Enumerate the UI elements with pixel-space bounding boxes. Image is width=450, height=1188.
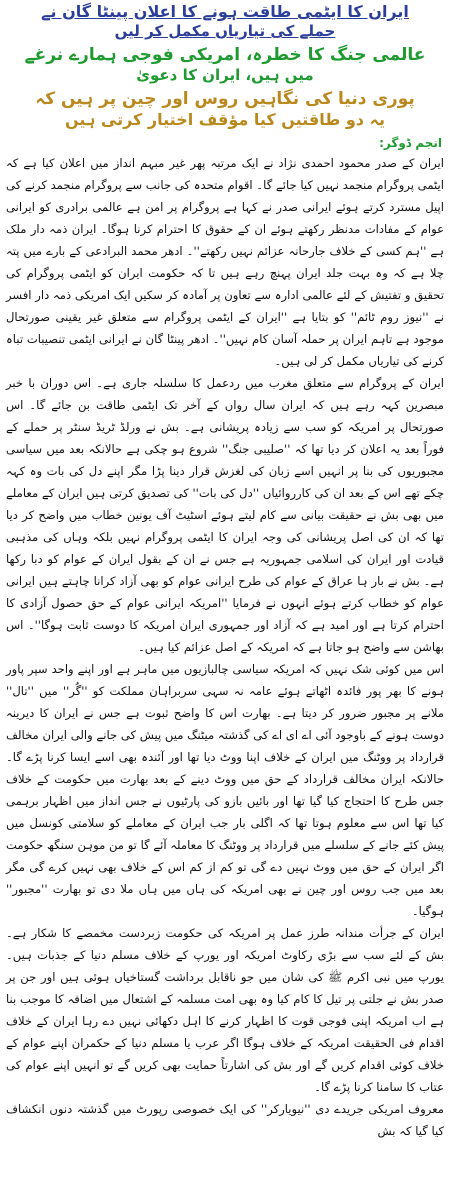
subheadline-line-4: یہ دو طاقتیں کیا مؤقف اختیار کرتی ہیں [65, 110, 385, 129]
paragraph: معروف امریکی جریدے دی ''نیویارکر'' کی ایک خصوصی رپورٹ میں گذشتہ دنوں انکشاف کیا گیا کہ بش [6, 1102, 444, 1138]
subheadline-line-1: عالمی جنگ کا خطرہ، امریکی فوجی ہمارے نرغے [24, 44, 426, 65]
paragraph: ایران کے جرأت مندانہ طرز عمل پر امریکہ کی حکومت زبردست مخمصے کا شکار ہے۔ بش کے لئے سب سے بڑی رکاوٹ امریکہ اور یورپ کے خلاف مسلم دنیا کے جذبات ہیں۔ یورپ میں نبی اکرم ﷺ کی شان میں جو ناقابل برداشت گستاخیاں ہوئی ہیں اور جن پر صدر بش نے جلتی پر تیل کا کام کیا وہ بھی امت مسلمہ کے اشتعال میں اضافہ کا موجب بنا ہے اب امریکہ اپنی فوجی قوت کا اظہار کرنے کا اہل دکھائی نہیں دے رہا ایران کے خلاف اقدام فی الحقیقت امریکہ کے خلاف ہوگا اگر عرب یا مسلم دنیا کے حکمران اپنے عوام کے خلاف کوئی اقدام کریں گے اور بش کی اشارتاً حمایت بھی کریں گے تو انہیں اپنے عوام کی عتاب کا سامنا کرنا پڑے گا۔ [6, 926, 444, 1094]
headline-line-1: ایران کا ایٹمی طاقت ہونے کا اعلان پینٹا گان نے [41, 2, 409, 21]
paragraph: ایران کے صدر محمود احمدی نژاد نے ایک مرتبہ پھر غیر مبہم انداز میں اعلان کیا ہے کہ ایٹمی پروگرام منجمد نہیں کیا جائے گا۔ اقوام متحدہ کی جانب سے پروگرام منجمد کرنے کی اپیل مسترد کرتے ہوئے ایرانی صدر نے کہا ہے پروگرام پر امن ہے عالمی برادری کو ایرانی عوام کے مفادات مدنظر رکھتے ہوئے ان کے حقوق کا احترام کرنا ہوگا۔ ایران ذمہ دار ملک ہے ''ہم کسی کے خلاف جارحانہ عزائم نہیں رکھتے''۔ ادھر محمد البرادعی کے بارے میں پتہ چلا ہے کہ وہ بہت جلد ایران پہنچ رہے ہیں تا کہ حکومت ایران کو ایٹمی پروگرام کی تحقیق و تفتیش کے لئے عالمی ادارہ سے تعاون پر آمادہ کر سکیں ایک امریکی ذمہ دار افسر نے ''نیوز روم ٹائم'' کو بتایا ہے ''ایران کے ایٹمی پروگرام سے متعلق غیر یقینی صورتحال موجود ہے تاہم ایران پر حملہ آسان کام نہیں''۔ ادھر پینٹا گان نے ایرانی ایٹمی تنصیبات تباہ کرنے کی تیاریاں مکمل کر لی ہیں۔ [6, 156, 444, 368]
paragraph: ایران کے پروگرام سے متعلق مغرب میں ردعمل کا سلسلہ جاری ہے۔ اس دوران با خبر مبصرین کہہ رہے ہیں کہ ایران سال رواں کے آخر تک ایٹمی طاقت بن جائے گا۔ اس صورتحال پر امریکہ کو سب سے زیادہ پریشانی ہے۔ بش نے ورلڈ ٹریڈ سنٹر پر حملے کے فوراً بعد یہ اعلان کر دیا تھا کہ ''صلیبی جنگ'' شروع ہو چکی ہے حالانکہ بعد میں سیاسی مجبوریوں کی بنا پر انہیں اسے زبان کی لغزش قرار دینا پڑا مگر اپنے دل کی بات وہ کہہ چکے تھے اس کے بعد ان کی کارروائیاں ''دل کی بات'' کی تصدیق کرتی ہیں ایران کے معاملے میں بھی بش نے حقیقت بیانی سے کام لیتے ہوئے اسٹیٹ آف یونین خطاب میں واضح کر دیا تھا کہ ان کی اصل پریشانی کی وجہ ایران کا ایٹمی پروگرام نہیں بلکہ وہاں کی مذہبی قیادت اور ایران کی اسلامی جمہوریہ ہے جس نے ان کے بقول ایران کے عوام کو دبا رکھا ہے۔ بش نے بار ہا عراق کے عوام کی طرح ایرانی عوام کو بھی آزاد کرانا چاہتے ہیں ایرانی عوام کو خطاب کرتے ہوئے انہوں نے فرمایا ''امریکہ ایرانی عوام کے حق حصول آزادی کا احترام کرتا ہے اور امید ہے کہ آزاد اور جمہوری ایران امریکہ کا دوست ثابت ہوگا''۔ اس بھاشن سے واضح ہو جاتا ہے کہ امریکہ کے اصل عزائم کیا ہیں۔ [6, 376, 444, 654]
author-byline: انجم ڈوگر: [379, 136, 442, 150]
article-body [0, 152, 450, 1142]
headline-line-2: حملے کی تیاریاں مکمل کر لیں [114, 22, 336, 40]
paragraph: اس میں کوئی شک نہیں کہ امریکہ سیاسی چالبازیوں میں ماہر ہے اور اپنے واحد سپر پاور ہونے کا بھر پور فائدہ اٹھاتے ہوئے عامہ نہ سہی سربراہان مملکت کو ''گُر'' میں ''تال'' ملانے پر مجبور ضرور کر دیتا ہے۔ بھارت اس کا واضح ثبوت ہے جس نے ایران کا دیرینہ دوست ہونے کے باوجود آئی اے ای اے کی گذشتہ میٹنگ میں پیش کی جانے والی ایران مخالف قرارداد پر ووٹنگ میں ایران کے خلاف اپنا ووٹ دیا تھا اور آئندہ بھی اسے ایسا کرنا پڑے گا۔ حالانکہ ایران مخالف قرارداد کے حق میں ووٹ دینے کے بعد بھارت میں حکومت کے خلاف جس طرح کا احتجاج کیا گیا تھا اور بائیں بازو کی پارٹیوں نے جس انداز میں اظہار برہمی کیا تھا اس سے معلوم ہوتا تھا کہ اگلی بار جب ایران کے معاملے کو سلامتی کونسل میں پیش کئے جانے کے سلسلے میں قرارداد پر ووٹنگ کا معاملہ آئے گا تو من موہن سنگھ حکومت اگر ایران کے حق میں ووٹ نہیں دے گی تو کم از کم اس کے خلاف بھی نہیں کرے گی مگر بعد میں جب روس اور چین نے بھی امریکہ کی ہاں میں ہاں ملا دی تو بھارت ''مجبور'' ہوگیا۔ [6, 662, 444, 918]
subheadline-line-2: میں ہیں، ایران کا دعویٰ [136, 66, 314, 84]
subheadline-line-3: پوری دنیا کی نگاہیں روس اور چین پر ہیں کہ [35, 88, 415, 109]
